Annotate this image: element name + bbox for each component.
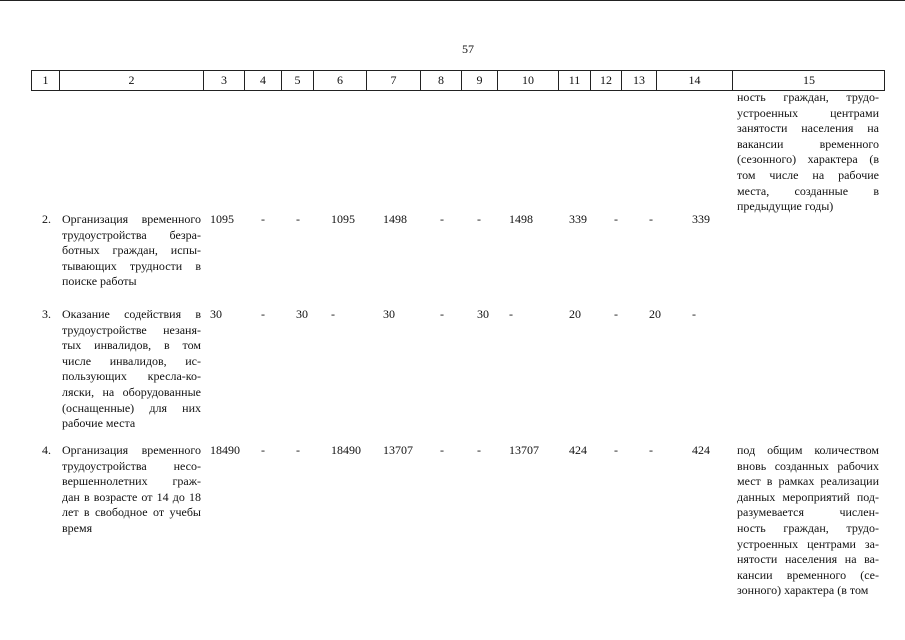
row-note-line: мест в рамках реализации	[737, 474, 879, 489]
row-description-line: время	[62, 521, 93, 535]
row-value-col-9: -	[477, 443, 481, 457]
row-index: 3.	[42, 307, 51, 321]
note-text-line: места, созданные в	[737, 183, 879, 198]
row-value-col-10: 1498	[509, 212, 533, 226]
row-value-col-4: -	[261, 443, 265, 457]
row-note-line: нятости населения на ва-	[737, 552, 879, 567]
row-description-line: дан в возрасте от 14 до 18	[62, 489, 201, 504]
row-description-line: (оснащенные) для них	[62, 400, 201, 415]
row-note-line: данных мероприятий под-	[737, 489, 879, 504]
column-header-3: 3	[203, 71, 244, 90]
row-value-col-10: 13707	[509, 443, 539, 457]
row-note-line: ность граждан, трудо-	[737, 521, 879, 535]
row-value-col-3: 1095	[210, 212, 234, 226]
row-description-line: Оказание содействия в	[62, 307, 201, 321]
note-text-line: том числе на рабочие	[737, 168, 879, 182]
row-description-line: Организация временного	[62, 443, 201, 457]
row-value-col-14: 339	[692, 212, 710, 226]
row-value-col-8: -	[440, 212, 444, 226]
row-value-col-14: 424	[692, 443, 710, 457]
row-value-col-13: 20	[649, 307, 661, 321]
row-value-col-12: -	[614, 212, 618, 226]
row-description-line: лет в свободное от учебы	[62, 505, 201, 520]
row-note-line: разумевается числен-	[737, 505, 879, 520]
column-header-14: 14	[656, 71, 732, 90]
column-header-13: 13	[621, 71, 656, 90]
row-note-line: под общим количеством	[737, 443, 879, 457]
row-value-col-5: 30	[296, 307, 308, 321]
row-value-col-12: -	[614, 443, 618, 457]
page-number: 57	[462, 42, 474, 56]
row-value-col-13: -	[649, 443, 653, 457]
row-value-col-13: -	[649, 212, 653, 226]
column-header-11: 11	[558, 71, 590, 90]
row-value-col-4: -	[261, 307, 265, 321]
column-header-9: 9	[461, 71, 497, 90]
note-text-line: занятости населения на	[737, 121, 879, 136]
row-value-col-7: 1498	[383, 212, 407, 226]
column-header-4: 4	[244, 71, 281, 90]
row-note-line: зонного) характера (в том	[737, 583, 869, 598]
column-header-5: 5	[281, 71, 313, 90]
row-value-col-4: -	[261, 212, 265, 226]
row-value-col-7: 13707	[383, 443, 413, 457]
row-value-col-12: -	[614, 307, 618, 321]
row-value-col-9: -	[477, 212, 481, 226]
row-value-col-6: 18490	[331, 443, 361, 457]
row-index: 4.	[42, 443, 51, 457]
row-value-col-7: 30	[383, 307, 395, 321]
row-value-col-5: -	[296, 212, 300, 226]
column-header-7: 7	[366, 71, 420, 90]
column-header-8: 8	[420, 71, 461, 90]
row-description-line: тых инвалидов, в том	[62, 338, 201, 353]
note-text-line: ность граждан, трудо-	[737, 90, 879, 104]
note-text-line: вакансии временного	[737, 136, 879, 151]
row-index: 2.	[42, 212, 51, 226]
row-description-line: пользующих кресла-ко-	[62, 369, 201, 384]
table-header-row	[31, 70, 885, 91]
row-note-line: вновь созданных рабочих	[737, 458, 879, 473]
row-value-col-6: -	[331, 307, 335, 321]
row-value-col-11: 424	[569, 443, 587, 457]
row-value-col-11: 20	[569, 307, 581, 321]
row-description-line: числе инвалидов, ис-	[62, 353, 201, 368]
row-value-col-9: 30	[477, 307, 489, 321]
row-value-col-3: 18490	[210, 443, 240, 457]
column-header-6: 6	[313, 71, 366, 90]
top-border-line	[0, 0, 905, 1]
row-description-line: поиске работы	[62, 274, 137, 289]
row-value-col-6: 1095	[331, 212, 355, 226]
row-description-line: трудоустройстве незаня-	[62, 322, 201, 337]
column-header-2: 2	[59, 71, 203, 90]
row-value-col-8: -	[440, 307, 444, 321]
row-value-col-10: -	[509, 307, 513, 321]
row-description-line: трудоустройства несо-	[62, 458, 201, 473]
note-text-line: предыдущие годы)	[737, 199, 834, 214]
row-value-col-11: 339	[569, 212, 587, 226]
row-value-col-5: -	[296, 443, 300, 457]
header-right-border	[884, 71, 885, 90]
row-description-line: ляски, на оборудованные	[62, 385, 201, 399]
row-value-col-3: 30	[210, 307, 222, 321]
note-text-line: устроенных центрами	[737, 105, 879, 120]
row-description-line: рабочие места	[62, 416, 136, 431]
column-header-15: 15	[732, 71, 885, 90]
row-value-col-8: -	[440, 443, 444, 457]
row-description-line: ботных граждан, испы-	[62, 243, 201, 258]
row-description-line: вершеннолетних граж-	[62, 474, 201, 489]
column-header-1: 1	[31, 71, 59, 90]
row-description-line: трудоустройства безра-	[62, 227, 201, 242]
column-header-12: 12	[590, 71, 621, 90]
row-note-line: устроенных центрами за-	[737, 536, 879, 551]
column-header-10: 10	[497, 71, 558, 90]
row-description-line: Организация временного	[62, 212, 201, 226]
row-note-line: кансии временного (се-	[737, 567, 879, 582]
note-text-line: (сезонного) характера (в	[737, 152, 879, 167]
row-value-col-14: -	[692, 307, 696, 321]
row-description-line: тывающих трудности в	[62, 258, 201, 273]
